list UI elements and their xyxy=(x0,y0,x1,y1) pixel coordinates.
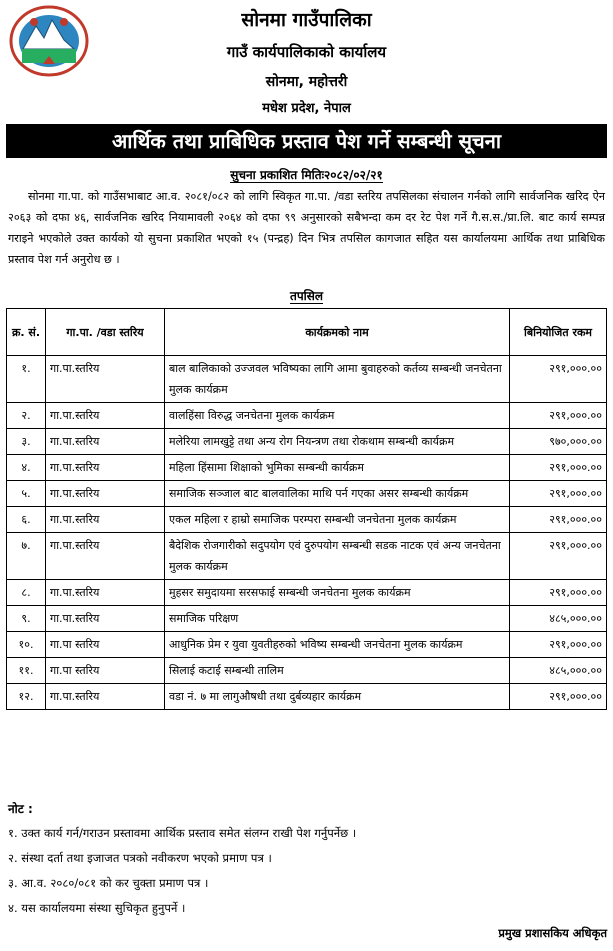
table-row xyxy=(7,429,607,455)
row-amount: २९१,०००.०० xyxy=(510,507,607,533)
row-level: गा.पा.स्तरिय xyxy=(46,429,165,455)
row-amount: २९१,०००.०० xyxy=(510,632,607,658)
note-item: ३. आ.व. २०८०/०८१ को कर चुक्ता प्रमाण पत्र । xyxy=(8,876,209,890)
row-serial: ४. xyxy=(7,455,46,481)
row-amount: २९१,०००.०० xyxy=(510,356,607,403)
row-program-name: मुहसर समुदायमा सरसफाई सम्बन्धी जनचेतना मुलक कार्यक्रम xyxy=(165,580,510,606)
col-amount: बिनियोजित रकम xyxy=(510,309,607,356)
row-serial: ३. xyxy=(7,429,46,455)
row-level: गा.पा.स्तरिय xyxy=(46,356,165,403)
table-row xyxy=(7,403,607,429)
col-serial: क्र. सं. xyxy=(7,309,46,356)
signatory: प्रमुख प्रशासकिय अधिकृत xyxy=(498,926,607,940)
row-program-name: सिलाई कटाई सम्बन्धी तालिम xyxy=(165,658,510,684)
row-serial: ८. xyxy=(7,580,46,606)
table-row xyxy=(7,658,607,684)
row-amount: २९१,०००.०० xyxy=(510,403,607,429)
published-date xyxy=(0,166,613,183)
row-program-name: बाल बालिकाको उज्जवल भविष्यका लागि आमा बुवाहरुको कर्तव्य सम्बन्धी जनचेतना मुलक कार्यक्रम xyxy=(165,356,510,403)
program-table xyxy=(6,308,607,710)
row-amount: २९१,०००.०० xyxy=(510,455,607,481)
schedule-heading-text: तपसिल xyxy=(289,289,323,303)
table-row xyxy=(7,606,607,632)
table-row xyxy=(7,684,607,710)
row-program-name: महिला हिंसामा शिक्षाको भुमिका सम्बन्धी कार्यक्रम xyxy=(165,455,510,481)
row-level: गा.पा.स्तरिय xyxy=(46,507,165,533)
col-level: गा.पा. /वडा स्तरिय xyxy=(46,309,165,356)
office-name: गाउँ कार्यपालिकाको कार्यालय xyxy=(226,43,387,61)
table-header-row xyxy=(7,309,607,356)
row-level: गा.पा.स्तरिय xyxy=(46,481,165,507)
row-level: गा.पा.स्तरिय xyxy=(46,533,165,580)
intro-paragraph: सोनमा गा.पा. को गाउँसभाबाट आ.व. २०८१/०८२ को लागि स्विकृत गा.पा. /वडा स्तरिय तपसिलका संचालन गर्नको लागि सार्वजनिक खरिद ऐन २०६३ को दफा ४६, सार्वजनिक खरिद नियामावली २०६४ को दफा ९९ अनुसारको सबैभन्दा कम दर रेट पेश गर्ने गै.स.स./प्रा.लि. बाट कार्य सम्पन्न गराइने भएकोले उक्त कार्यको यो सुचना प्रकाशित भएको १५ (पन्द्रह) दिन भित्र तपसिल कागजात सहित यस कार्यालयमा आर्थिक तथा प्राबिधिक प्रस्ताव पेश गर्न अनुरोध छ । xyxy=(8,190,605,266)
table-row xyxy=(7,356,607,403)
row-amount: ४८५,०००.०० xyxy=(510,658,607,684)
row-program-name: समाजिक सञ्जाल बाट बालवालिका माथि पर्न गएका असर सम्बन्धी कार्यक्रम xyxy=(165,481,510,507)
row-serial: १. xyxy=(7,356,46,403)
notice-title: आर्थिक तथा प्राबिधिक प्रस्ताव पेश गर्ने सम्बन्धी सूचना xyxy=(6,124,607,158)
schedule-heading xyxy=(0,287,613,304)
row-program-name: वालहिंसा विरुद्ध जनचेतना मुलक कार्यक्रम xyxy=(165,403,510,429)
province-name: मधेश प्रदेश, नेपाल xyxy=(262,101,351,116)
table-row xyxy=(7,533,607,580)
row-amount: ४८५,०००.०० xyxy=(510,606,607,632)
letterhead xyxy=(0,0,613,120)
row-program-name: वडा नं. ७ मा लागुऔषधी तथा दुर्बव्यहार कार्यक्रम xyxy=(165,684,510,710)
municipality-name: सोनमा गाउँपालिका xyxy=(241,9,372,31)
note-title: नोट : xyxy=(8,802,33,816)
row-level: गा.पा.स्तरिय xyxy=(46,580,165,606)
table-row xyxy=(7,507,607,533)
row-program-name: समाजिक परिक्षण xyxy=(165,606,510,632)
row-program-name: मलेरिया लामखुट्टे तथा अन्य रोग नियन्त्रण तथा रोकथाम सम्बन्धी कार्यक्रम xyxy=(165,429,510,455)
note-item: २. संस्था दर्ता तथा इजाजत पत्रको नवीकरण भएको प्रमाण पत्र । xyxy=(8,851,272,865)
row-level: गा.पा स्तरिय xyxy=(46,658,165,684)
table-row xyxy=(7,580,607,606)
row-serial: ६. xyxy=(7,507,46,533)
table-row xyxy=(7,632,607,658)
row-amount: २९१,०००.०० xyxy=(510,580,607,606)
row-program-name: आधुनिक प्रेम र युवा युवतीहरुको भविष्य सम्बन्धी जनचेतना मुलक कार्यक्रम xyxy=(165,632,510,658)
row-amount: २९१,०००.०० xyxy=(510,481,607,507)
note-item: १. उक्त कार्य गर्न/गराउन प्रस्तावमा आर्थिक प्रस्ताव समेत संलग्न राखी पेश गर्नुपर्नेछ । xyxy=(8,826,357,840)
row-serial: ९. xyxy=(7,606,46,632)
col-program-name: कार्यक्रमको नाम xyxy=(165,309,510,356)
row-program-name: बैदेशिक रोजगारीको सदुपयोग एवं दुरुपयोग सम्बन्धी सडक नाटक एवं अन्य जनचेतना मुलक कार्यक्रम xyxy=(165,533,510,580)
row-serial: १२. xyxy=(7,684,46,710)
table-row xyxy=(7,481,607,507)
row-amount: २९१,०००.०० xyxy=(510,684,607,710)
row-amount: ९७०,०००.०० xyxy=(510,429,607,455)
row-level: गा.पा स्तरिय xyxy=(46,632,165,658)
row-serial: ११. xyxy=(7,658,46,684)
row-level: गा.पा.स्तरिय xyxy=(46,403,165,429)
note-item: ४. यस कार्यालयमा संस्था सुचिकृत हुनुपर्ने । xyxy=(8,901,186,915)
row-amount: २९१,०००.०० xyxy=(510,533,607,580)
row-level: गा.पा.स्तरिय xyxy=(46,606,165,632)
row-serial: २. xyxy=(7,403,46,429)
published-date-text: सुचना प्रकाशित मितिः२०८२/०२/२१ xyxy=(230,168,383,182)
office-address: सोनमा, महोत्तरी xyxy=(265,74,348,90)
row-serial: ७. xyxy=(7,533,46,580)
row-serial: ५. xyxy=(7,481,46,507)
table-row xyxy=(7,455,607,481)
row-serial: १०. xyxy=(7,632,46,658)
row-level: गा.पा.स्तरिय xyxy=(46,455,165,481)
row-program-name: एकल महिला र हाम्रो समाजिक परम्परा सम्बन्धी जनचेतना मुलक कार्यक्रम xyxy=(165,507,510,533)
row-level: गा.पा.स्तरिय xyxy=(46,684,165,710)
